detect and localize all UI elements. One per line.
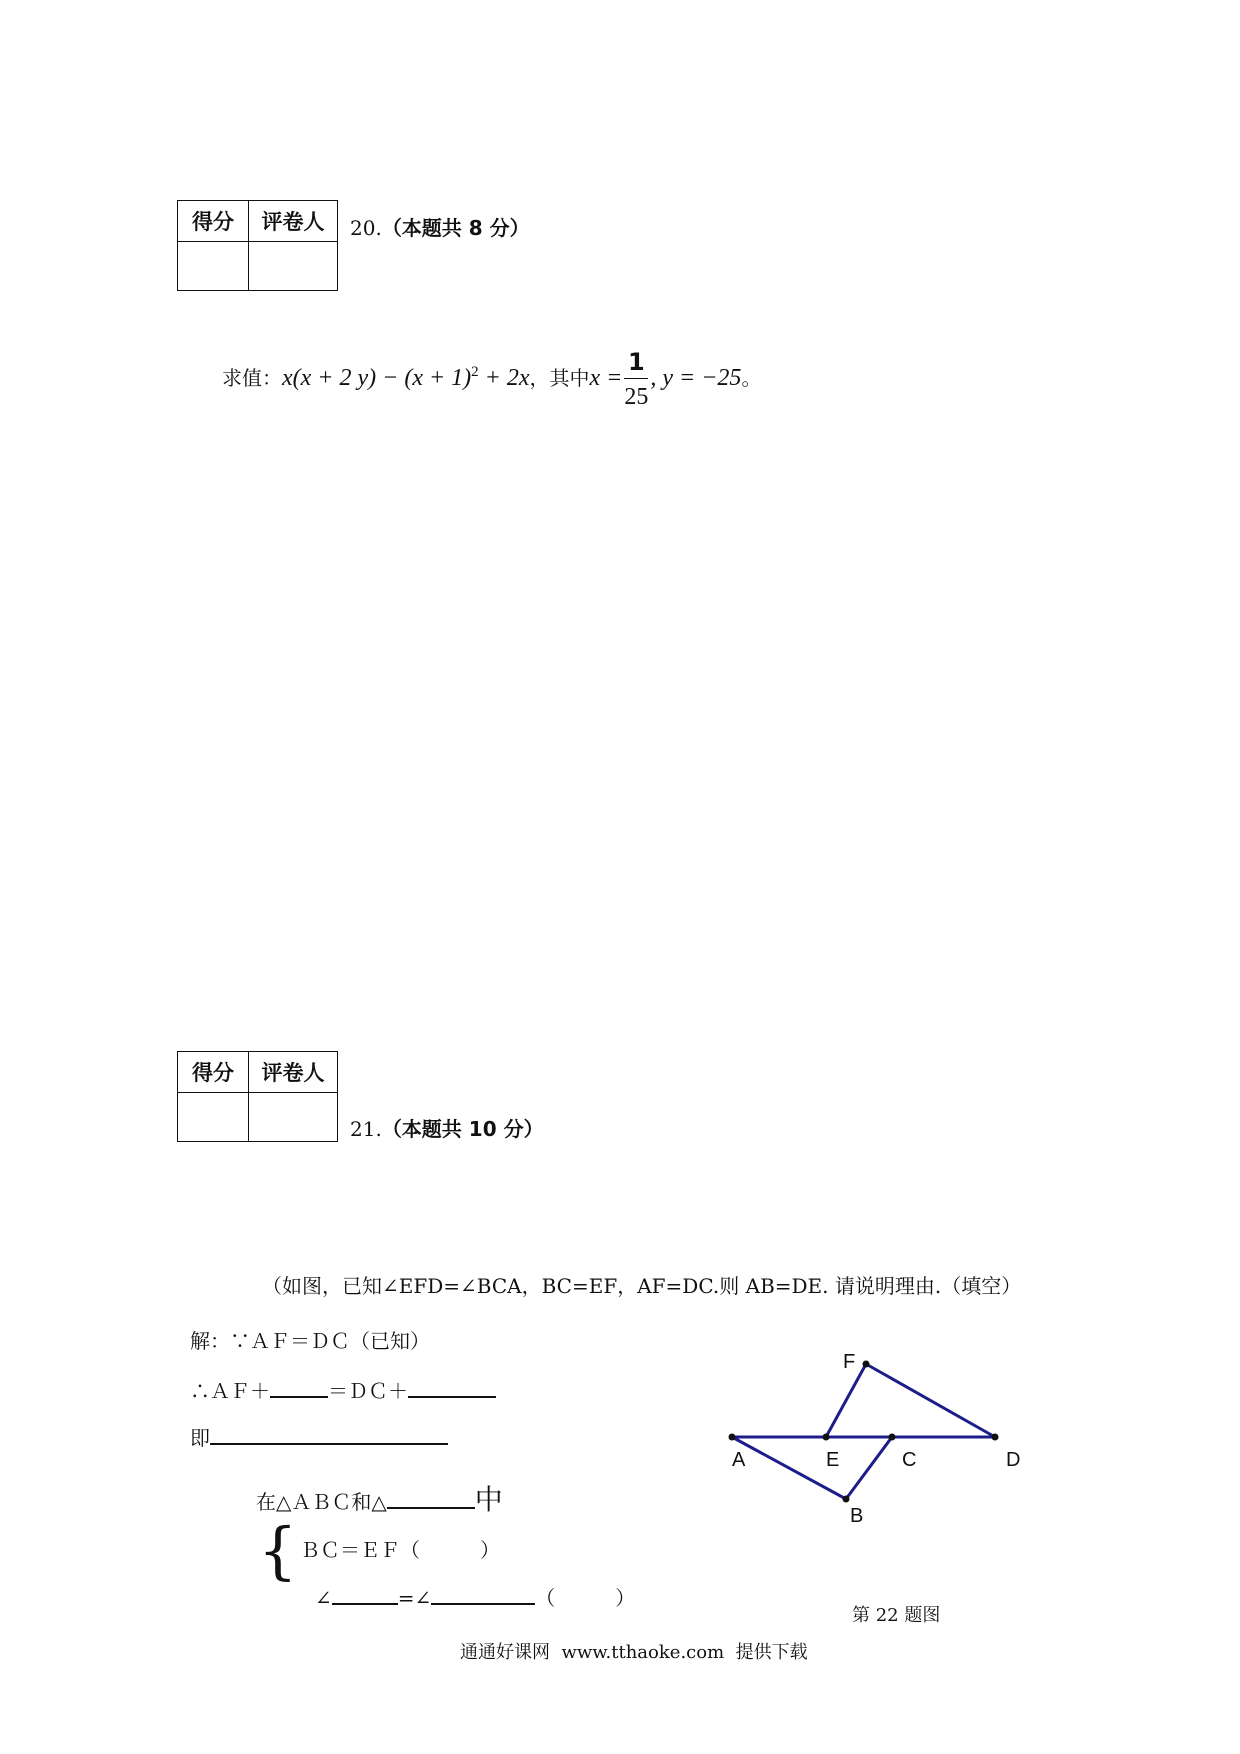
point-C <box>889 1434 896 1441</box>
fraction-denominator: 25 <box>624 384 649 410</box>
solution-line-2 <box>190 1375 496 1404</box>
label-D: D <box>1006 1449 1021 1471</box>
solution-line-3 <box>190 1422 448 1451</box>
fill-blank[interactable] <box>408 1395 496 1398</box>
sol4-part-b: 中 <box>474 1483 503 1516</box>
x-var: x = <box>589 365 623 392</box>
grader-cell <box>249 1093 338 1142</box>
fill-blank[interactable] <box>332 1602 398 1605</box>
where-text: ，其中 <box>529 366 590 391</box>
point-E <box>823 1434 830 1441</box>
fraction-numerator: 1 <box>624 350 648 379</box>
score-table-q20 <box>177 200 338 291</box>
question-points: （本题共 8 分） <box>381 216 530 240</box>
grader-label: 评卷人 <box>249 1052 338 1093</box>
expr-part1: x(x + 2 y) − (x + 1) <box>282 365 472 392</box>
segment-BC <box>846 1437 892 1499</box>
reason-paren: （ ） <box>535 1586 636 1610</box>
score-cell <box>178 242 249 291</box>
left-brace: { <box>258 1514 298 1587</box>
solution-line-4 <box>256 1478 503 1518</box>
score-cell <box>178 1093 249 1142</box>
fill-blank[interactable] <box>210 1442 448 1445</box>
sol2-part-b: ＝ＤＣ＋ <box>328 1379 408 1403</box>
question-20-heading <box>350 212 530 241</box>
sol3-label: 即 <box>190 1426 210 1450</box>
footer-text: 通通好课网 www.tthaoke.com 提供下载 <box>460 1642 808 1663</box>
label-A: A <box>732 1449 746 1471</box>
point-F <box>863 1361 870 1368</box>
brace-line-1: ＢＣ＝ＥＦ（ ） <box>300 1538 500 1562</box>
fill-blank[interactable] <box>270 1395 328 1398</box>
sol2-part-a: ∴ＡＦ＋ <box>190 1379 270 1403</box>
question-points: （本题共 10 分） <box>381 1117 544 1141</box>
fill-blank[interactable] <box>387 1506 475 1509</box>
point-B <box>843 1496 850 1503</box>
figure-caption: 第 22 题图 <box>852 1605 941 1626</box>
score-table-q21 <box>177 1051 338 1142</box>
question-21-statement: （如图，已知∠EFD=∠BCA，BC=EF，AF=DC.则 AB=DE. 请说明理由.（填空） <box>262 1274 1022 1298</box>
prompt: 求值： <box>222 366 282 391</box>
brace-line-2 <box>315 1582 635 1611</box>
segment-FD <box>866 1364 995 1437</box>
fraction <box>624 350 648 409</box>
equals-angle: =∠ <box>397 1586 432 1610</box>
geometry-figure <box>700 1330 1040 1530</box>
point-D <box>992 1434 999 1441</box>
angle-symbol: ∠ <box>315 1586 332 1610</box>
expr-part2: + 2x <box>478 365 530 392</box>
solution-line-1: 解：∵ＡＦ＝ＤＣ（已知） <box>190 1329 430 1353</box>
question-20-expression <box>222 350 761 409</box>
point-A <box>729 1434 736 1441</box>
exponent: 2 <box>471 364 479 381</box>
label-C: C <box>902 1449 917 1471</box>
end-mark: 。 <box>741 366 762 391</box>
segment-EF <box>826 1364 866 1437</box>
label-E: E <box>826 1449 840 1471</box>
sol4-part-a: 在△ＡＢＣ和△ <box>256 1490 387 1514</box>
fill-blank[interactable] <box>431 1602 535 1605</box>
question-number: 20. <box>350 216 382 240</box>
score-label: 得分 <box>178 201 249 242</box>
grader-label: 评卷人 <box>249 201 338 242</box>
question-21-heading <box>350 1113 544 1142</box>
grader-cell <box>249 242 338 291</box>
label-F: F <box>843 1351 856 1373</box>
question-number: 21. <box>350 1117 382 1141</box>
label-B: B <box>850 1505 864 1527</box>
score-label: 得分 <box>178 1052 249 1093</box>
y-part: , y = −25 <box>650 365 742 392</box>
